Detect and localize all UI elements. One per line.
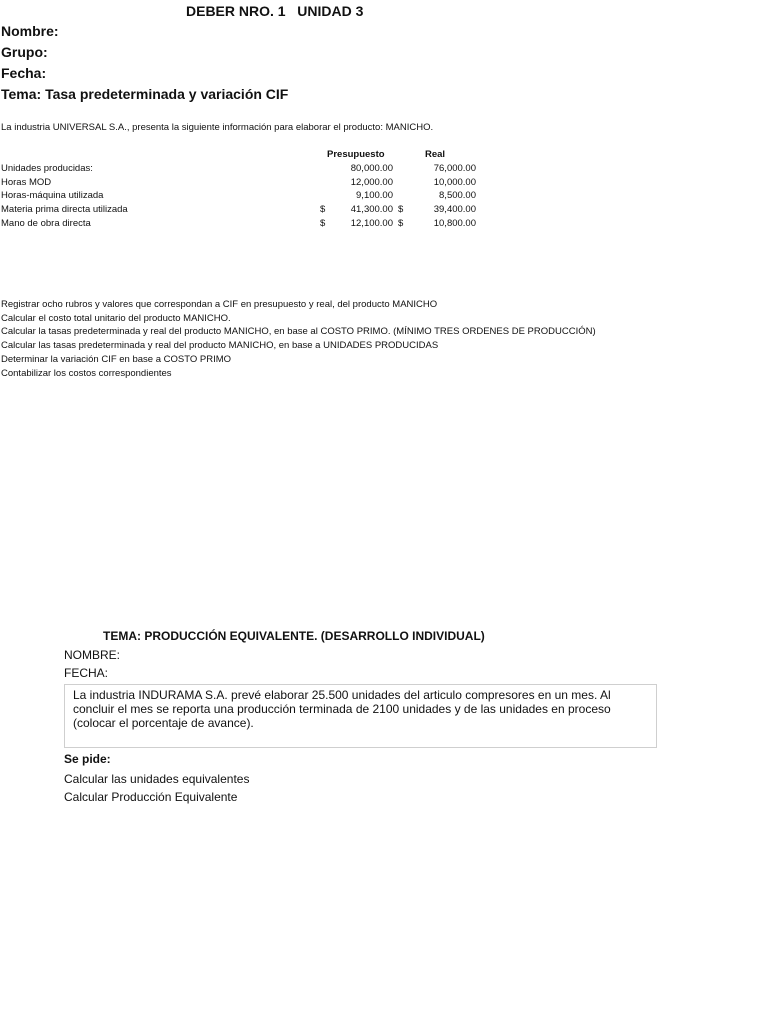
table-row-label: Mano de obra directa — [1, 218, 91, 229]
currency-symbol: $ — [320, 218, 326, 229]
table-row-label: Horas MOD — [1, 177, 52, 188]
problem-text-box: La industria INDURAMA S.A. prevé elaborar 25.500 unidades del articulo compresores en un mes. Al concluir el mes se reporta una producción terminada de 2100 unidades y de las unidades en proceso (colocar el porcentaje de avance). — [64, 684, 657, 748]
section2-fecha-label: FECHA: — [64, 666, 109, 680]
task-item: Calcular Producción Equivalente — [64, 790, 238, 804]
currency-symbol: $ — [398, 204, 404, 215]
real-value: 39,400.00 — [433, 204, 476, 215]
se-pide-label: Se pide: — [64, 752, 111, 766]
nombre-label: Nombre: — [1, 23, 59, 39]
instruction-item: Contabilizar los costos correspondientes — [1, 368, 172, 379]
real-value: 10,800.00 — [433, 218, 476, 229]
fecha-label: Fecha: — [1, 65, 47, 81]
column-header-real: Real — [425, 149, 446, 160]
presupuesto-value: 41,300.00 — [350, 204, 393, 215]
presupuesto-value: 12,100.00 — [350, 218, 393, 229]
grupo-label: Grupo: — [1, 44, 48, 60]
instruction-item: Calcular el costo total unitario del producto MANICHO. — [1, 313, 231, 324]
instruction-item: Calcular la tasas predeterminada y real del producto MANICHO, en base al COSTO PRIMO. (MÍNIMO TRES ORDENES DE PRODUCCIÓN) — [1, 326, 596, 337]
tema-heading: Tema: Tasa predeterminada y variación CIF — [1, 86, 289, 102]
table-row-label: Unidades producidas: — [1, 163, 93, 174]
real-value: 8,500.00 — [439, 190, 476, 201]
section2-nombre-label: NOMBRE: — [64, 648, 121, 662]
instruction-item: Calcular las tasas predeterminada y real del producto MANICHO, en base a UNIDADES PRODUCIDAS — [1, 340, 439, 351]
presupuesto-value: 12,000.00 — [350, 177, 393, 188]
presupuesto-value: 80,000.00 — [350, 163, 393, 174]
currency-symbol: $ — [398, 218, 404, 229]
table-row-label: Horas-máquina utilizada — [1, 190, 104, 201]
instruction-item: Determinar la variación CIF en base a COSTO PRIMO — [1, 354, 232, 365]
presupuesto-value: 9,100.00 — [356, 190, 393, 201]
real-value: 76,000.00 — [433, 163, 476, 174]
column-header-presupuesto: Presupuesto — [327, 149, 385, 160]
currency-symbol: $ — [320, 204, 326, 215]
intro-text: La industria UNIVERSAL S.A., presenta la siguiente información para elaborar el producto: MANICHO. — [1, 122, 434, 133]
document-title: DEBER NRO. 1 UNIDAD 3 — [186, 3, 364, 19]
section2-heading: TEMA: PRODUCCIÓN EQUIVALENTE. (DESARROLLO INDIVIDUAL) — [103, 629, 485, 643]
task-item: Calcular las unidades equivalentes — [64, 772, 250, 786]
table-row-label: Materia prima directa utilizada — [1, 204, 128, 215]
real-value: 10,000.00 — [433, 177, 476, 188]
instruction-item: Registrar ocho rubros y valores que correspondan a CIF en presupuesto y real, del producto MANICHO — [1, 299, 438, 310]
